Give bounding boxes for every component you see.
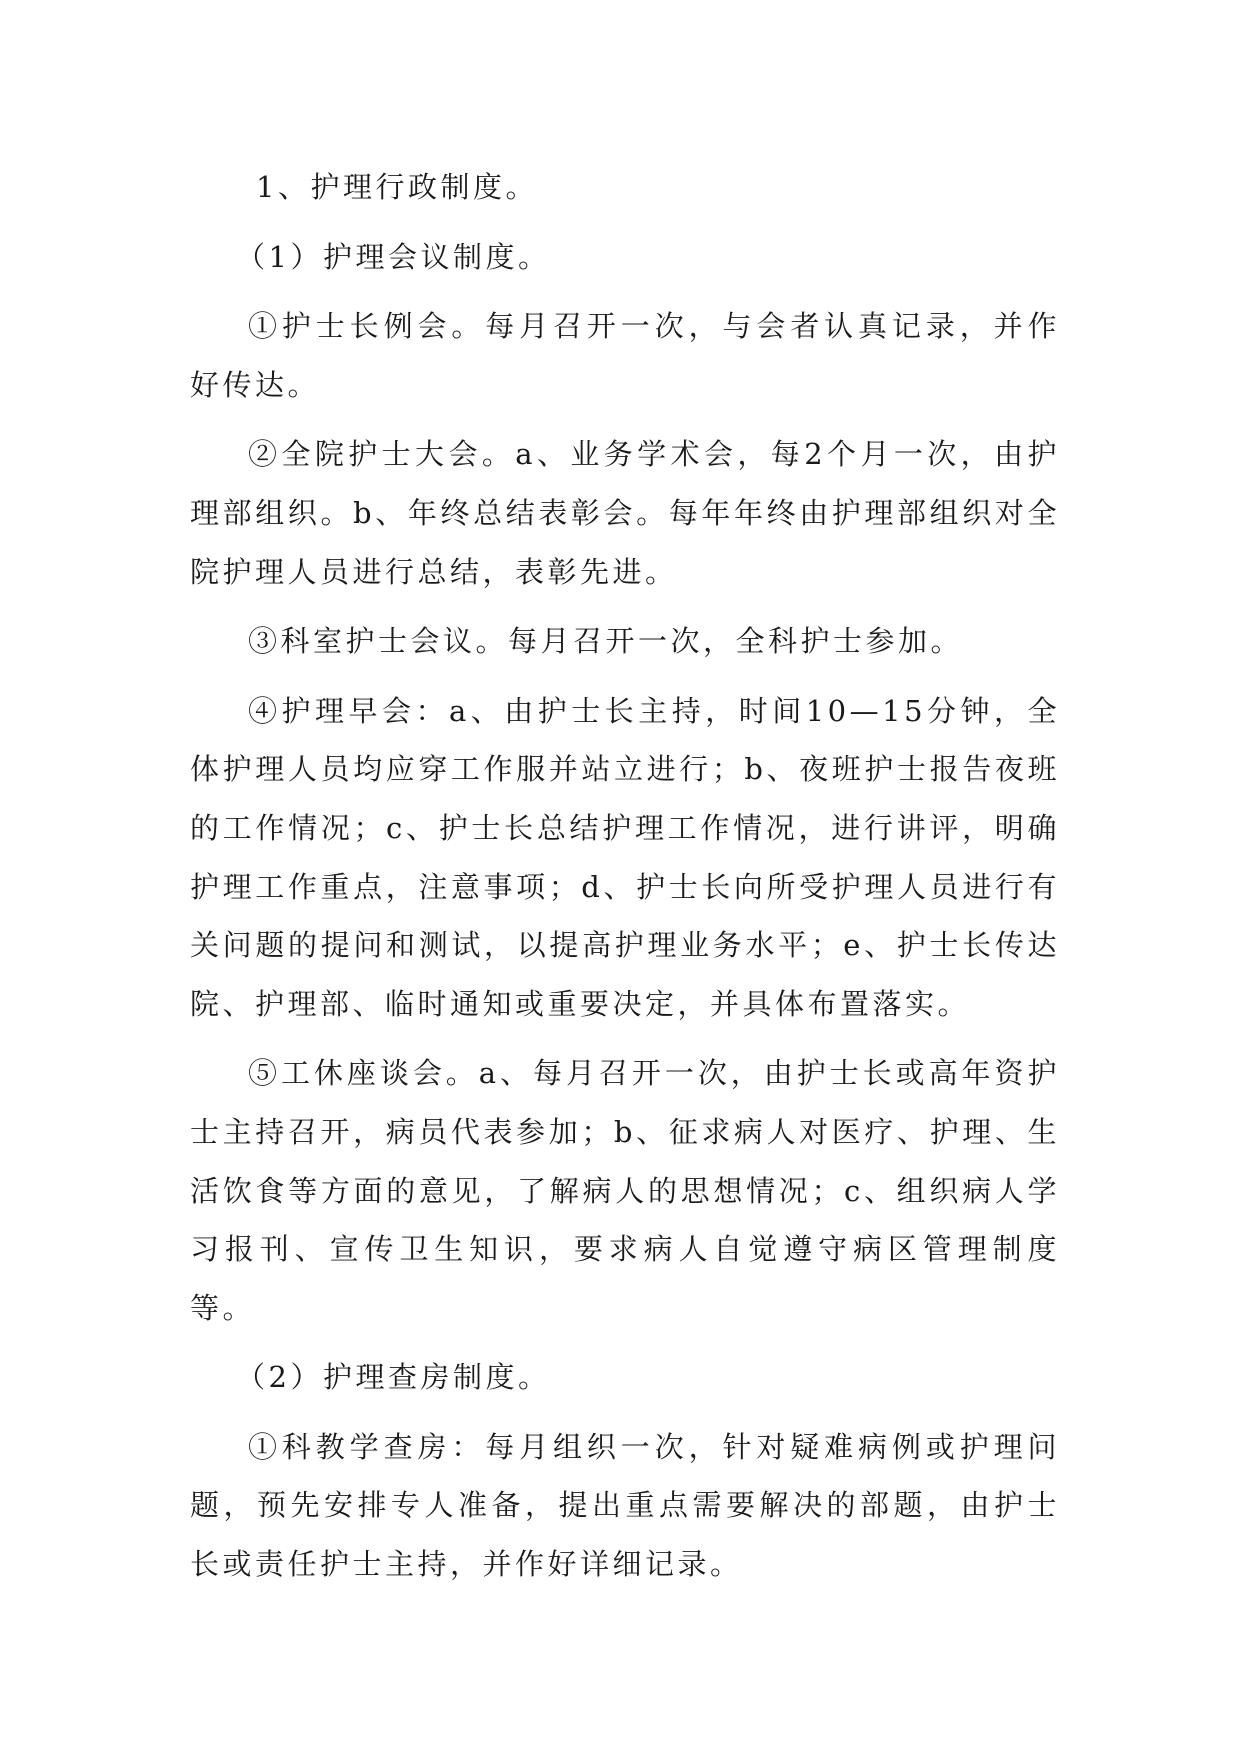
paragraph-hospital-nurse-assembly: ②全院护士大会。a、业务学术会，每2个月一次，由护理部组织。b、年终总结表彰会。每年年终由护理部组织对全院护理人员进行总结，表彰先进。 (190, 437, 1060, 589)
subsection-heading-ward-round-system: （2）护理查房制度。 (236, 1360, 551, 1395)
section-heading-administrative-system: 1、护理行政制度。 (256, 170, 538, 204)
paragraph-department-nurse-meeting: ③科室护士会议。每月召开一次，全科护士参加。 (248, 624, 964, 659)
paragraph-head-nurse-meeting: ①护士长例会。每月召开一次，与会者认真记录，并作好传达。 (190, 309, 1060, 402)
paragraph-morning-meeting: ④护理早会：a、由护士长主持，时间10—15分钟，全体护理人员均应穿工作服并站立进行；b、夜班护士报告夜班的工作情况；c、护士长总结护理工作情况，进行讲评，明确护理工作重点，注意事项；d、护士长向所受护理人员进行有关问题的提问和测试，以提高护理业务水平；e、护士长传达院、护理部、临时通知或重要决定，并具体布置落实。 (190, 693, 1060, 1021)
document-body (190, 158, 1060, 1605)
paragraph-teaching-ward-round: ①科教学查房：每月组织一次，针对疑难病例或护理问题，预先安排专人准备，提出重点需要解决的部题，由护士长或责任护士主持，并作好详细记录。 (190, 1429, 1060, 1582)
paragraph-patient-forum: ⑤工休座谈会。a、每月召开一次，由护士长或高年资护士主持召开，病员代表参加；b、征求病人对医疗、护理、生活饮食等方面的意见，了解病人的思想情况；c、组织病人学习报刊、宣传卫生知识，要求病人自觉遵守病区管理制度等。 (190, 1056, 1060, 1325)
subsection-heading-meeting-system: （1）护理会议制度。 (236, 239, 551, 274)
